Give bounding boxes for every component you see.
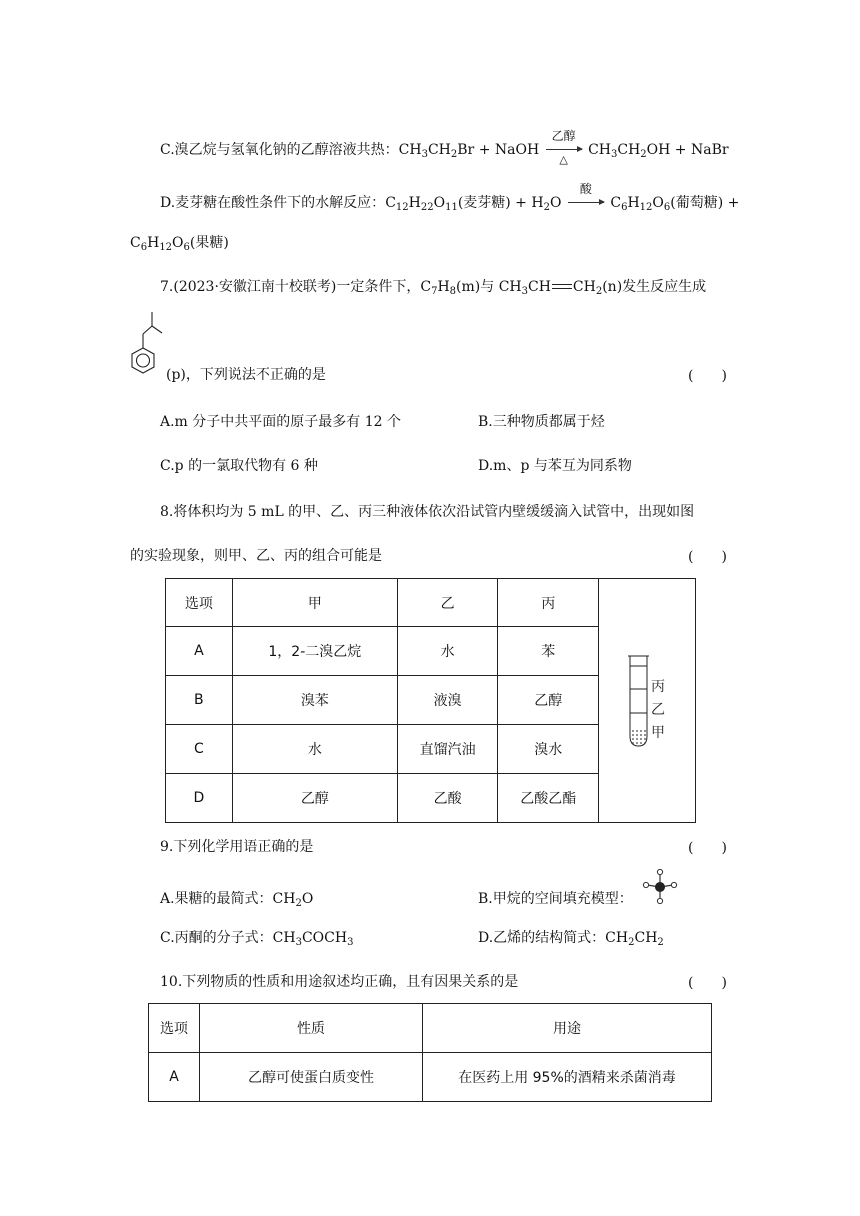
q8-table [165, 578, 696, 823]
q7-answer-blank[interactable]: ( ) [688, 368, 727, 384]
table-row: C 水 直馏汽油 溴水 [166, 725, 696, 774]
q7-stem: 7.(2023·安徽江南十校联考)一定条件下，$C_7H_8(m)$与 $CH_3CH$ $CH_2(n)$发生反应生成 [160, 279, 707, 297]
table-header: 甲 [232, 579, 397, 627]
q6-option-d-cont: $C_6H_{12}O_6$(果糖) [130, 235, 229, 253]
table-header: 用途 [423, 1004, 712, 1053]
q7-option-b: B.三种物质都属于烃 [478, 414, 605, 430]
q8-stem: 8.将体积均为 5 mL 的甲、乙、丙三种液体依次沿试管内壁缓缓滴入试管中，出现如图 [160, 504, 695, 520]
q8-stem-cont: 的实验现象，则甲、乙、丙的组合可能是 [130, 548, 382, 564]
q6-option-d: D.麦芽糖在酸性条件下的水解反应：$C_{12}H_{22}O_{11}$(麦芽糖) + $H_2O$ 酸 $C_6H_{12}O_6$(葡萄糖) + [160, 182, 740, 213]
table-row: D 乙醇 乙酸 乙酸乙酯 [166, 774, 696, 823]
reaction-arrow: 乙醇 △ [546, 140, 582, 160]
q9-option-d: D.乙烯的结构简式：$CH_2CH_2$ [478, 930, 664, 948]
q9-option-b: B.甲烷的空间填充模型： [478, 891, 633, 907]
q9-option-c: C.丙酮的分子式：$CH_3COCH_3$ [160, 930, 354, 948]
table-row: A 乙醇可使蛋白质变性 在医药上用 95%的酒精来杀菌消毒 [149, 1053, 712, 1102]
reaction-arrow: 酸 [568, 193, 604, 213]
q6-option-c: C.溴乙烷与氢氧化钠的乙醇溶液共热：$CH_3CH_2Br$ + NaOH 乙醇 △ $CH_3CH_2OH$ + NaBr [160, 129, 729, 166]
test-tube-figure [599, 579, 696, 823]
q10-stem: 10.下列物质的性质和用途叙述均正确，且有因果关系的是 [160, 974, 519, 990]
tube-label-yi: 乙 [651, 701, 665, 718]
tube-label-bing: 丙 [651, 678, 665, 695]
q7-option-a: A.m 分子中共平面的原子最多有 12 个 [160, 414, 402, 430]
table-header: 丙 [498, 579, 599, 627]
table-header: 乙 [397, 579, 498, 627]
table-header: 性质 [200, 1004, 423, 1053]
table-row: B 溴苯 液溴 乙醇 [166, 676, 696, 725]
table-header: 选项 [149, 1004, 200, 1053]
q9-stem: 9.下列化学用语正确的是 [160, 839, 314, 855]
table-header: 选项 [166, 579, 233, 627]
q7-option-c: C.p 的一氯取代物有 6 种 [160, 458, 318, 474]
isobutylbenzene-structure-icon [128, 306, 168, 382]
double-bond-icon [551, 282, 573, 292]
q10-answer-blank[interactable]: ( ) [688, 975, 727, 991]
table-row: A 1，2-二溴乙烷 水 苯 [166, 627, 696, 676]
q8-answer-blank[interactable]: ( ) [688, 549, 727, 565]
tube-label-jia: 甲 [651, 724, 665, 741]
q7-stem-cont: (p)，下列说法不正确的是 [166, 367, 326, 383]
q7-option-d: D.m、p 与苯互为同系物 [478, 458, 632, 474]
q10-table [148, 1003, 712, 1102]
methane-model-icon [640, 868, 680, 906]
test-tube-icon [599, 581, 695, 821]
q9-option-a: A.果糖的最简式：$CH_2O$ [160, 891, 314, 909]
q9-answer-blank[interactable]: ( ) [688, 840, 727, 856]
